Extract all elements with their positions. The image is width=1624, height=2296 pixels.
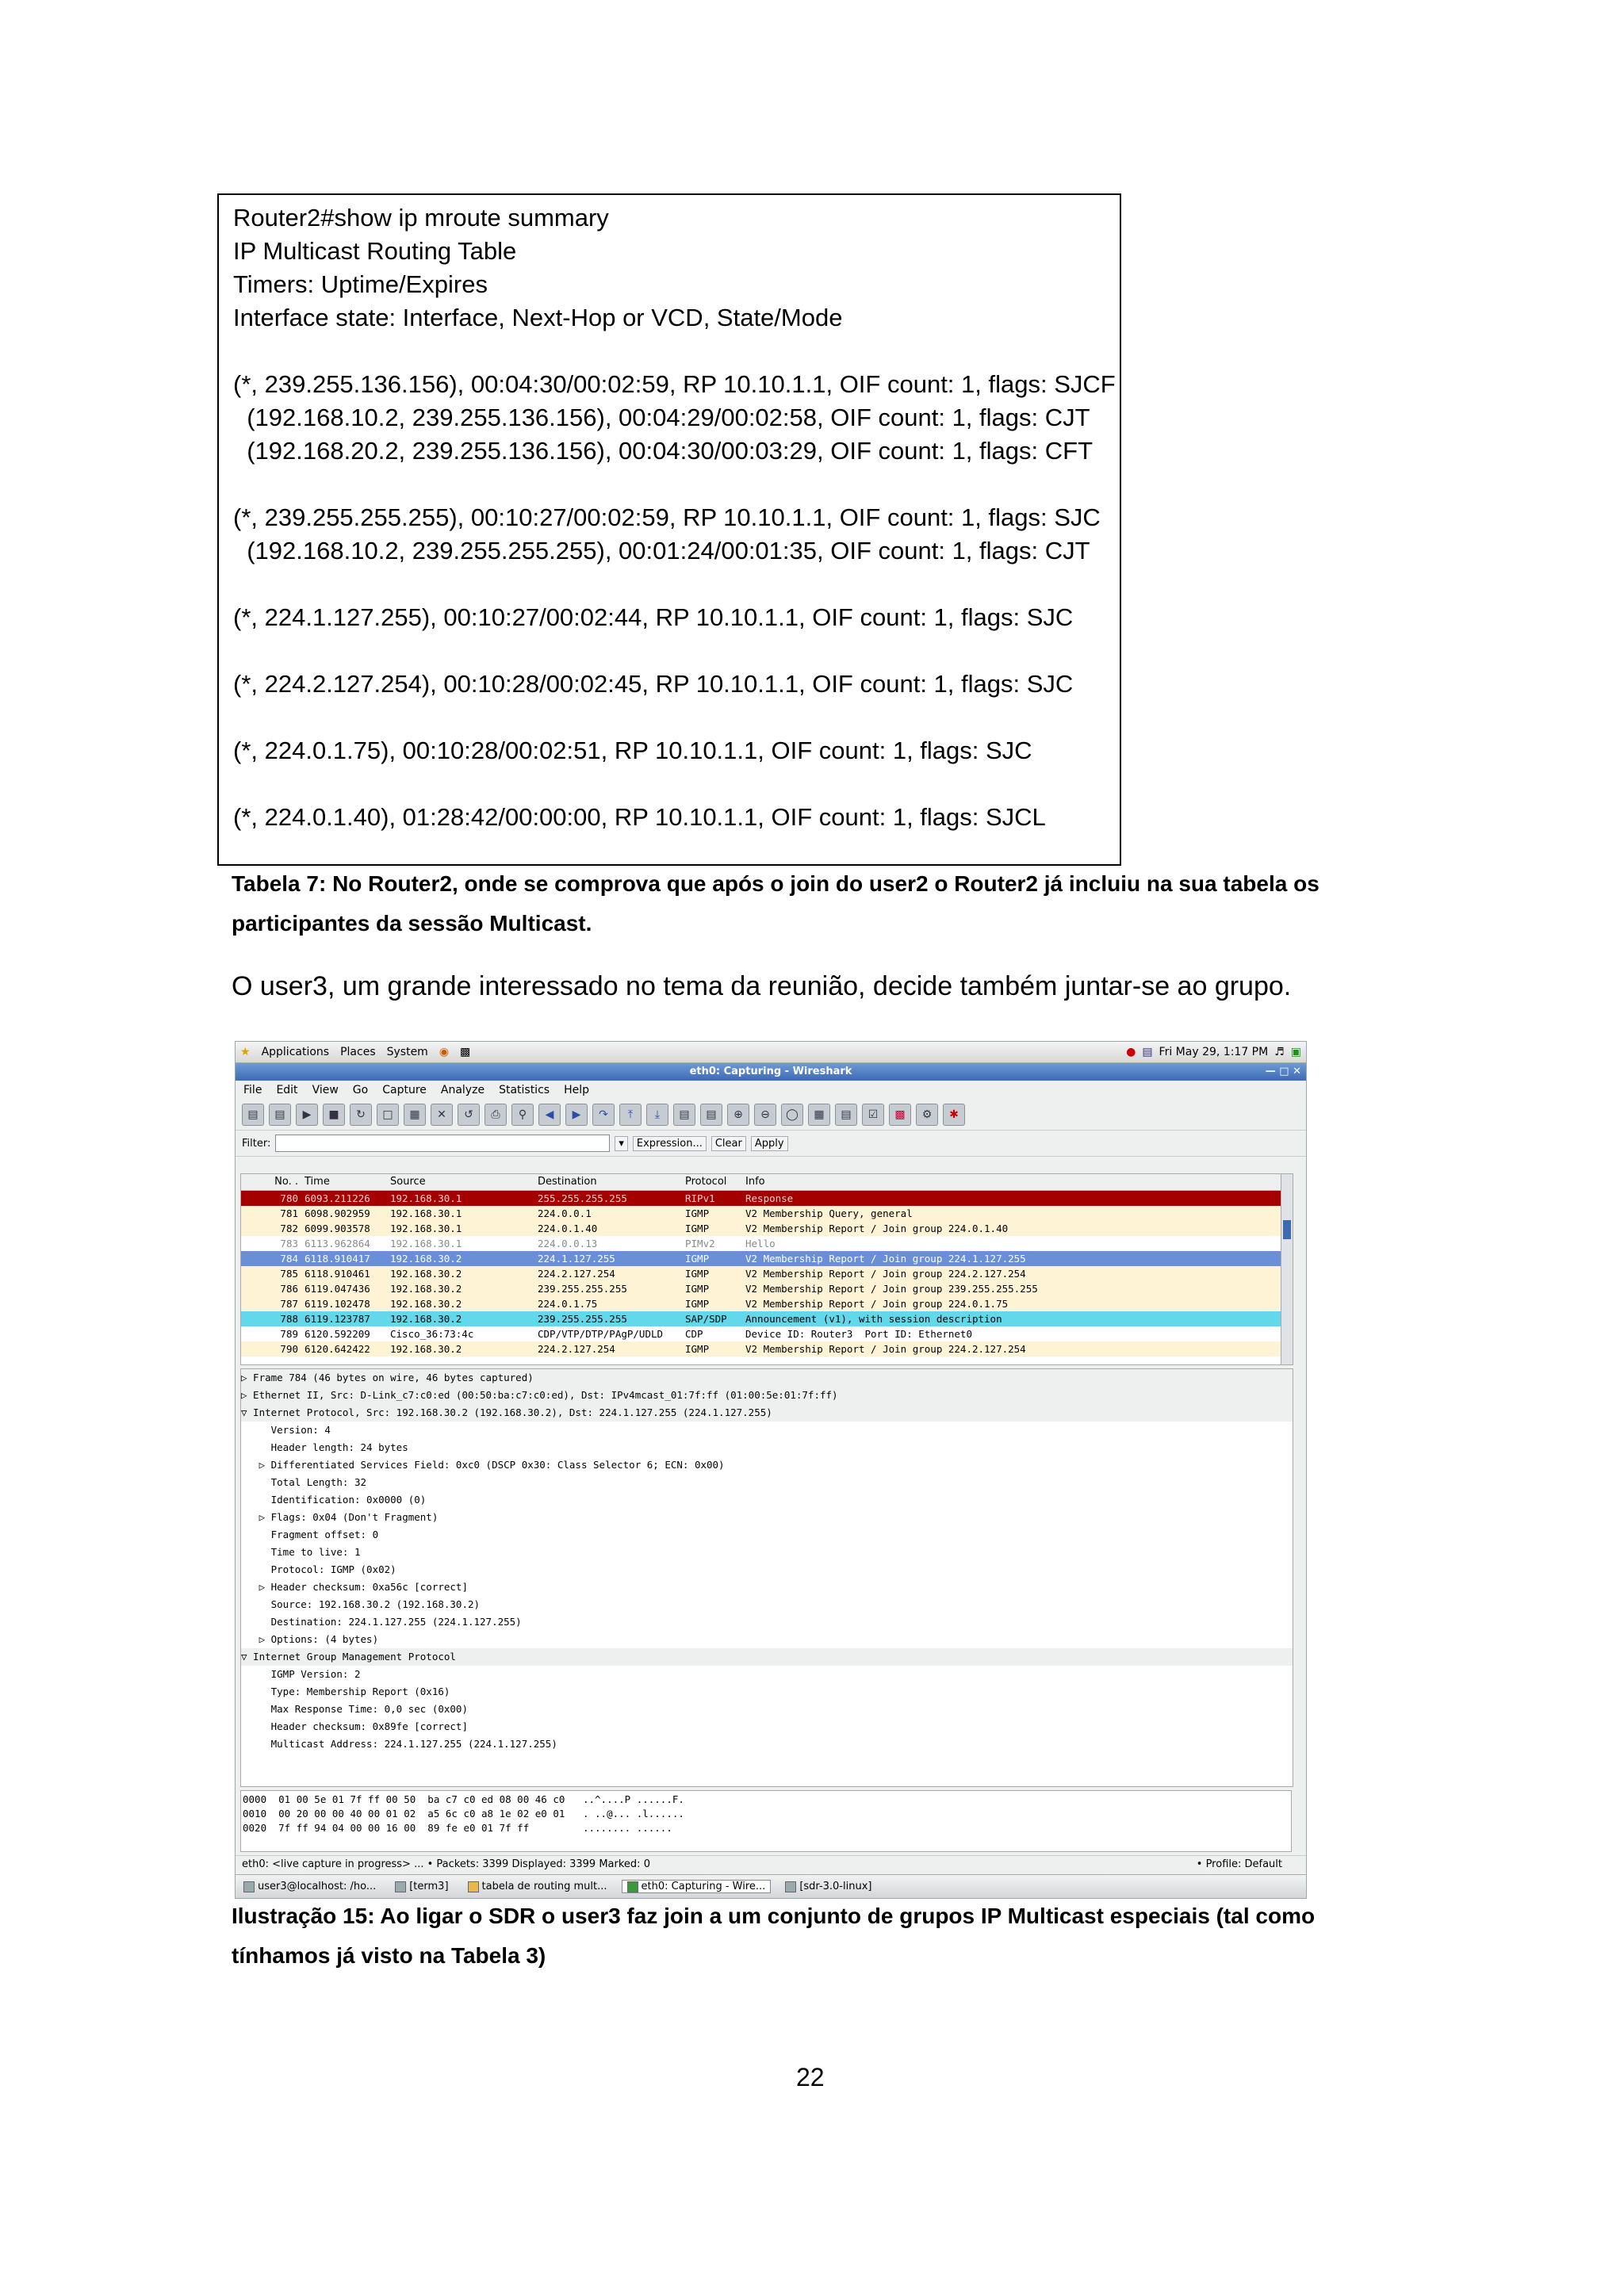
router-output-line: Router2#show ip mroute summary <box>233 204 609 232</box>
column-destination[interactable]: Destination <box>538 1176 597 1188</box>
packet-protocol: IGMP <box>685 1343 710 1355</box>
packet-info: V2 Membership Report / Join group 224.0.1.75 <box>745 1298 1009 1310</box>
menu-help[interactable]: Help <box>564 1084 589 1096</box>
body-paragraph: O user3, um grande interessado no tema da reunião, decide também juntar-se ao grupo. <box>232 971 1292 1001</box>
packet-protocol: IGMP <box>685 1268 710 1280</box>
display-filters-icon[interactable]: ☑ <box>862 1104 884 1126</box>
zoom-normal-icon[interactable]: ◯ <box>781 1104 803 1126</box>
detail-field[interactable]: Type: Membership Report (0x16) <box>241 1686 450 1697</box>
gnome-menu-system[interactable]: System <box>386 1046 428 1058</box>
volume-icon[interactable]: ♬ <box>1274 1046 1285 1058</box>
packet-time: 6113.962864 <box>304 1238 370 1249</box>
hex-line: 0020 7f ff 94 04 00 00 16 00 89 fe e0 01 7f ff ........ ...... <box>243 1822 672 1834</box>
column-protocol[interactable]: Protocol <box>685 1176 727 1188</box>
menu-bar <box>236 1081 1306 1100</box>
packet-time: 6098.902959 <box>304 1207 370 1219</box>
detail-field[interactable]: ▷ Differentiated Services Field: 0xc0 (DSCP 0x30: Class Selector 6; ECN: 0x00) <box>241 1459 725 1471</box>
detail-field[interactable]: ▷ Flags: 0x04 (Don't Fragment) <box>241 1511 439 1523</box>
packet-time: 6118.910417 <box>304 1253 370 1265</box>
packet-destination: 224.0.0.1 <box>538 1207 592 1219</box>
filter-input[interactable] <box>275 1135 610 1152</box>
packet-list[interactable] <box>240 1173 1293 1365</box>
packet-no: 790 <box>280 1343 298 1355</box>
detail-tree-header[interactable]: ▷ Ethernet II, Src: D-Link_c7:c0:ed (00:50:ba:c7:c0:ed), Dst: IPv4mcast_01:7f:ff (01:00:5e:01:7f:ff) <box>241 1387 1293 1404</box>
packet-source: 192.168.30.2 <box>390 1343 462 1355</box>
coloring-rules-icon[interactable]: ▩ <box>889 1104 911 1126</box>
packet-time: 6119.047436 <box>304 1283 370 1295</box>
packet-time: 6119.102478 <box>304 1298 370 1310</box>
blank-line <box>233 468 1105 501</box>
packet-destination: 255.255.255.255 <box>538 1192 627 1204</box>
alert-icon[interactable]: ● <box>1126 1046 1136 1058</box>
router-output-line: (*, 239.255.136.156), 00:04:30/00:02:59, RP 10.10.1.1, OIF count: 1, flags: SJCF <box>233 370 1116 398</box>
packet-destination: 224.0.1.40 <box>538 1223 598 1234</box>
table-caption-line1: Tabela 7: No Router2, onde se comprova que após o join do user2 o Router2 já incluiu na sua tabela os <box>232 871 1320 896</box>
filter-bar <box>236 1131 1306 1157</box>
packet-source: 192.168.30.1 <box>390 1223 462 1234</box>
packet-info: V2 Membership Query, general <box>745 1207 913 1219</box>
packet-no: 781 <box>280 1207 298 1219</box>
packet-list-header <box>241 1174 1293 1191</box>
column-source[interactable]: Source <box>390 1176 426 1188</box>
packet-source: 192.168.30.2 <box>390 1268 462 1280</box>
notification-icon[interactable]: ▣ <box>1290 1046 1301 1058</box>
packet-row[interactable] <box>241 1281 1293 1296</box>
packet-info: Response <box>745 1192 794 1204</box>
packet-protocol: IGMP <box>685 1253 710 1265</box>
detail-field[interactable]: Source: 192.168.30.2 (192.168.30.2) <box>241 1598 481 1610</box>
resize-columns-icon[interactable]: ▦ <box>808 1104 830 1126</box>
packet-destination: 239.255.255.255 <box>538 1313 627 1325</box>
task-sdr[interactable] <box>780 1881 876 1892</box>
packet-row[interactable] <box>241 1296 1293 1311</box>
back-icon[interactable]: ◀ <box>538 1104 561 1126</box>
task-routing-table[interactable] <box>463 1881 612 1892</box>
packet-protocol: CDP <box>685 1328 703 1340</box>
column-no[interactable]: No. . <box>274 1176 298 1188</box>
wireshark-icon <box>627 1881 638 1892</box>
window-titlebar[interactable] <box>236 1063 1306 1081</box>
packet-time: 6119.123787 <box>304 1313 370 1325</box>
packet-source: 192.168.30.2 <box>390 1283 462 1295</box>
packet-info: V2 Membership Report / Join group 224.0.1.40 <box>745 1223 1009 1234</box>
router-output-line: (*, 224.1.127.255), 00:10:27/00:02:44, RP 10.10.1.1, OIF count: 1, flags: SJC <box>233 603 1074 631</box>
detail-field[interactable]: Identification: 0x0000 (0) <box>241 1494 427 1506</box>
window-title: eth0: Capturing - Wireshark <box>689 1066 852 1077</box>
packet-no: 789 <box>280 1328 298 1340</box>
blank-line <box>233 335 1105 368</box>
figure-caption <box>232 1896 1421 1976</box>
blank-line <box>233 701 1105 734</box>
packet-source: 192.168.30.1 <box>390 1192 462 1204</box>
router-output-line: (*, 239.255.255.255), 00:10:27/00:02:59, RP 10.10.1.1, OIF count: 1, flags: SJC <box>233 503 1101 531</box>
packet-no: 784 <box>280 1253 298 1265</box>
menu-go[interactable]: Go <box>352 1084 369 1096</box>
status-profile[interactable]: • Profile: Default <box>1196 1858 1282 1870</box>
browser-icon[interactable]: ◉ <box>439 1046 450 1058</box>
packet-row[interactable] <box>241 1341 1293 1357</box>
detail-field[interactable]: ▷ Options: (4 bytes) <box>241 1633 379 1645</box>
autoscroll-icon[interactable]: ▤ <box>700 1104 722 1126</box>
packet-time: 6120.642422 <box>304 1343 370 1355</box>
gnome-menu-places[interactable]: Places <box>340 1046 376 1058</box>
packet-destination: 224.1.127.255 <box>538 1253 615 1265</box>
packet-protocol: RIPv1 <box>685 1192 715 1204</box>
packet-row[interactable] <box>241 1266 1293 1281</box>
print-icon[interactable]: ⎙ <box>485 1104 507 1126</box>
task-label: [term3] <box>409 1881 449 1892</box>
blank-line <box>233 767 1105 801</box>
detail-field[interactable]: Max Response Time: 0,0 sec (0x00) <box>241 1703 468 1715</box>
options-icon[interactable]: ▤ <box>269 1104 291 1126</box>
packet-no: 788 <box>280 1313 298 1325</box>
packet-rows <box>241 1191 1293 1357</box>
window-icon <box>395 1881 406 1892</box>
packet-no: 782 <box>280 1223 298 1234</box>
router-output-line: (192.168.10.2, 239.255.255.255), 00:01:24/00:01:35, OIF count: 1, flags: CJT <box>233 537 1090 564</box>
expression-button[interactable]: Expression... <box>633 1136 707 1151</box>
column-time[interactable]: Time <box>304 1176 330 1188</box>
last-packet-icon[interactable]: ⤓ <box>646 1104 668 1126</box>
task-label: user3@localhost: /ho... <box>258 1881 377 1892</box>
packet-row[interactable] <box>241 1191 1293 1206</box>
detail-field[interactable]: Header checksum: 0x89fe [correct] <box>241 1720 468 1732</box>
scrollbar-thumb[interactable] <box>1283 1220 1291 1239</box>
router-output-box <box>217 193 1121 866</box>
figure-caption-line2: tínhamos já visto na Tabela 3) <box>232 1943 546 1968</box>
packet-row[interactable] <box>241 1206 1293 1221</box>
task-label: eth0: Capturing - Wire... <box>641 1881 766 1892</box>
packet-time: 6120.592209 <box>304 1328 370 1340</box>
status-bar <box>236 1855 1306 1873</box>
packet-source: Cisco_36:73:4c <box>390 1328 474 1340</box>
table-caption <box>232 864 1421 943</box>
stop-capture-icon[interactable]: ■ <box>323 1104 345 1126</box>
table-caption-line2: participantes da sessão Multicast. <box>232 911 592 936</box>
packet-info: V2 Membership Report / Join group 224.2.127.254 <box>745 1268 1026 1280</box>
document-icon <box>468 1881 479 1892</box>
taskbar <box>236 1874 1306 1898</box>
packet-no: 785 <box>280 1268 298 1280</box>
packet-list-scrollbar[interactable] <box>1281 1174 1293 1364</box>
packet-protocol: IGMP <box>685 1298 710 1310</box>
clear-button[interactable]: Clear <box>711 1136 746 1151</box>
help-icon[interactable]: ✱ <box>943 1104 965 1126</box>
packet-row[interactable] <box>241 1326 1293 1341</box>
maximize-icon[interactable]: □ <box>1279 1066 1289 1077</box>
packet-row[interactable] <box>241 1251 1293 1266</box>
packet-destination: 239.255.255.255 <box>538 1283 627 1295</box>
menu-edit[interactable]: Edit <box>276 1084 298 1096</box>
reload-icon[interactable]: ↺ <box>458 1104 480 1126</box>
close-icon[interactable]: ✕ <box>1293 1066 1301 1077</box>
menu-file[interactable]: File <box>243 1084 262 1096</box>
detail-tree-header[interactable]: ▷ Frame 784 (46 bytes on wire, 46 bytes captured) <box>241 1369 1293 1387</box>
router-output-line: (*, 224.0.1.40), 01:28:42/00:00:00, RP 10.10.1.1, OIF count: 1, flags: SJCL <box>233 803 1046 831</box>
packet-destination: 224.0.1.75 <box>538 1298 598 1310</box>
save-icon[interactable]: ▦ <box>404 1104 426 1126</box>
detail-field[interactable]: Total Length: 32 <box>241 1476 367 1488</box>
status-left: eth0: <live capture in progress> ... • Packets: 3399 Displayed: 3399 Marked: 0 <box>242 1858 650 1870</box>
packet-info: Announcement (v1), with session description <box>745 1313 1002 1325</box>
packet-destination: 224.2.127.254 <box>538 1268 615 1280</box>
open-icon[interactable]: □ <box>377 1104 399 1126</box>
router-output-line: (*, 224.2.127.254), 00:10:28/00:02:45, RP 10.10.1.1, OIF count: 1, flags: SJC <box>233 670 1074 698</box>
capture-filters-icon[interactable]: ▤ <box>835 1104 857 1126</box>
figure-caption-line1: Ilustração 15: Ao ligar o SDR o user3 faz join a um conjunto de grupos IP Multicast especiais (tal como <box>232 1904 1316 1928</box>
apply-button[interactable]: Apply <box>751 1136 788 1151</box>
detail-field[interactable]: Time to live: 1 <box>241 1546 361 1558</box>
window-icon <box>785 1881 796 1892</box>
column-info[interactable]: Info <box>745 1176 765 1188</box>
network-icon[interactable]: ▤ <box>1142 1046 1153 1058</box>
gnome-top-panel <box>236 1042 1306 1063</box>
menu-view[interactable]: View <box>312 1084 339 1096</box>
packet-source: 192.168.30.2 <box>390 1313 462 1325</box>
task-label: tabela de routing mult... <box>481 1881 607 1892</box>
goto-icon[interactable]: ↷ <box>592 1104 615 1126</box>
packet-no: 783 <box>280 1238 298 1249</box>
packet-destination: 224.0.0.13 <box>538 1238 598 1249</box>
detail-field[interactable]: Multicast Address: 224.1.127.255 (224.1.127.255) <box>241 1738 557 1750</box>
packet-protocol: IGMP <box>685 1223 710 1234</box>
restart-capture-icon[interactable]: ↻ <box>350 1104 372 1126</box>
zoom-out-icon[interactable]: ⊖ <box>754 1104 776 1126</box>
packet-info: V2 Membership Report / Join group 239.255.255.255 <box>745 1283 1038 1295</box>
packet-time: 6099.903578 <box>304 1223 370 1234</box>
interfaces-icon[interactable]: ▤ <box>242 1104 264 1126</box>
minimize-icon[interactable]: — <box>1265 1066 1276 1077</box>
zoom-in-icon[interactable]: ⊕ <box>727 1104 749 1126</box>
close-file-icon[interactable]: ✕ <box>431 1104 453 1126</box>
filter-label: Filter: <box>242 1137 271 1150</box>
detail-field[interactable]: Destination: 224.1.127.255 (224.1.127.255) <box>241 1616 522 1628</box>
packet-details[interactable] <box>240 1368 1293 1787</box>
task-terminal[interactable] <box>239 1881 381 1892</box>
star-icon[interactable]: ★ <box>240 1046 251 1058</box>
packet-bytes[interactable] <box>240 1790 1292 1852</box>
terminal-icon[interactable]: ▩ <box>460 1046 471 1058</box>
packet-no: 787 <box>280 1298 298 1310</box>
page-number: 22 <box>796 2063 825 2091</box>
packet-source: 192.168.30.2 <box>390 1298 462 1310</box>
menu-capture[interactable]: Capture <box>382 1084 427 1096</box>
packet-row[interactable] <box>241 1221 1293 1236</box>
menu-analyze[interactable]: Analyze <box>440 1084 485 1096</box>
packet-destination: 224.2.127.254 <box>538 1343 615 1355</box>
detail-tree-header[interactable]: ▽ Internet Protocol, Src: 192.168.30.2 (192.168.30.2), Dst: 224.1.127.255 (224.1.127.255) <box>241 1404 1293 1422</box>
task-term3[interactable] <box>390 1881 453 1892</box>
router-output-line: Timers: Uptime/Expires <box>233 270 488 298</box>
detail-field[interactable]: Version: 4 <box>241 1424 331 1436</box>
packet-time: 6118.910461 <box>304 1268 370 1280</box>
packet-source: 192.168.30.1 <box>390 1238 462 1249</box>
packet-row[interactable] <box>241 1236 1293 1251</box>
router-output-line: (*, 224.0.1.75), 00:10:28/00:02:51, RP 10.10.1.1, OIF count: 1, flags: SJC <box>233 737 1032 764</box>
router-output-line: Interface state: Interface, Next-Hop or VCD, State/Mode <box>233 304 843 331</box>
forward-icon[interactable]: ▶ <box>565 1104 588 1126</box>
main-toolbar <box>236 1100 1306 1131</box>
panel-clock[interactable]: Fri May 29, 1:17 PM <box>1159 1046 1269 1058</box>
hex-line: 0000 01 00 5e 01 7f ff 00 50 ba c7 c0 ed 08 00 46 c0 ..^....P ......F. <box>243 1793 684 1805</box>
packet-protocol: IGMP <box>685 1283 710 1295</box>
detail-field[interactable]: Protocol: IGMP (0x02) <box>241 1563 396 1575</box>
packet-time: 6093.211226 <box>304 1192 370 1204</box>
router-output-line: IP Multicast Routing Table <box>233 237 517 265</box>
terminal-icon <box>243 1881 255 1892</box>
gnome-menu-applications[interactable]: Applications <box>261 1046 330 1058</box>
filter-dropdown-icon[interactable]: ▾ <box>615 1136 628 1151</box>
task-label: [sdr-3.0-linux] <box>799 1881 872 1892</box>
find-icon[interactable]: ⚲ <box>511 1104 534 1126</box>
preferences-icon[interactable]: ⚙ <box>916 1104 938 1126</box>
first-packet-icon[interactable]: ⤒ <box>619 1104 642 1126</box>
router-output-line: (192.168.10.2, 239.255.136.156), 00:04:29/00:02:58, OIF count: 1, flags: CJT <box>233 404 1090 431</box>
packet-protocol: SAP/SDP <box>685 1313 727 1325</box>
detail-field[interactable]: Fragment offset: 0 <box>241 1529 379 1540</box>
colorize-icon[interactable]: ▤ <box>673 1104 695 1126</box>
packet-source: 192.168.30.2 <box>390 1253 462 1265</box>
packet-info: Device ID: Router3 Port ID: Ethernet0 <box>745 1328 972 1340</box>
packet-info: Hello <box>745 1238 776 1249</box>
packet-no: 786 <box>280 1283 298 1295</box>
task-wireshark[interactable] <box>622 1880 772 1893</box>
packet-info: V2 Membership Report / Join group 224.2.127.254 <box>745 1343 1026 1355</box>
packet-no: 780 <box>280 1192 298 1204</box>
packet-row[interactable] <box>241 1311 1293 1326</box>
hex-line: 0010 00 20 00 00 40 00 01 02 a5 6c c0 a8 1e 02 e0 01 . ..@... .l...... <box>243 1808 684 1820</box>
packet-protocol: IGMP <box>685 1207 710 1219</box>
router-output-line: (192.168.20.2, 239.255.136.156), 00:04:30/00:03:29, OIF count: 1, flags: CFT <box>233 437 1094 465</box>
packet-protocol: PIMv2 <box>685 1238 715 1249</box>
detail-field[interactable]: IGMP Version: 2 <box>241 1668 361 1680</box>
packet-info: V2 Membership Report / Join group 224.1.127.255 <box>745 1253 1026 1265</box>
detail-field[interactable]: ▷ Header checksum: 0xa56c [correct] <box>241 1581 468 1593</box>
detail-tree-header[interactable]: ▽ Internet Group Management Protocol <box>241 1648 1293 1666</box>
menu-statistics[interactable]: Statistics <box>499 1084 550 1096</box>
wireshark-screenshot <box>235 1041 1307 1899</box>
blank-line <box>233 634 1105 668</box>
packet-destination: CDP/VTP/DTP/PAgP/UDLD <box>538 1328 664 1340</box>
blank-line <box>233 568 1105 601</box>
start-capture-icon[interactable]: ▶ <box>296 1104 318 1126</box>
packet-source: 192.168.30.1 <box>390 1207 462 1219</box>
detail-field[interactable]: Header length: 24 bytes <box>241 1441 408 1453</box>
